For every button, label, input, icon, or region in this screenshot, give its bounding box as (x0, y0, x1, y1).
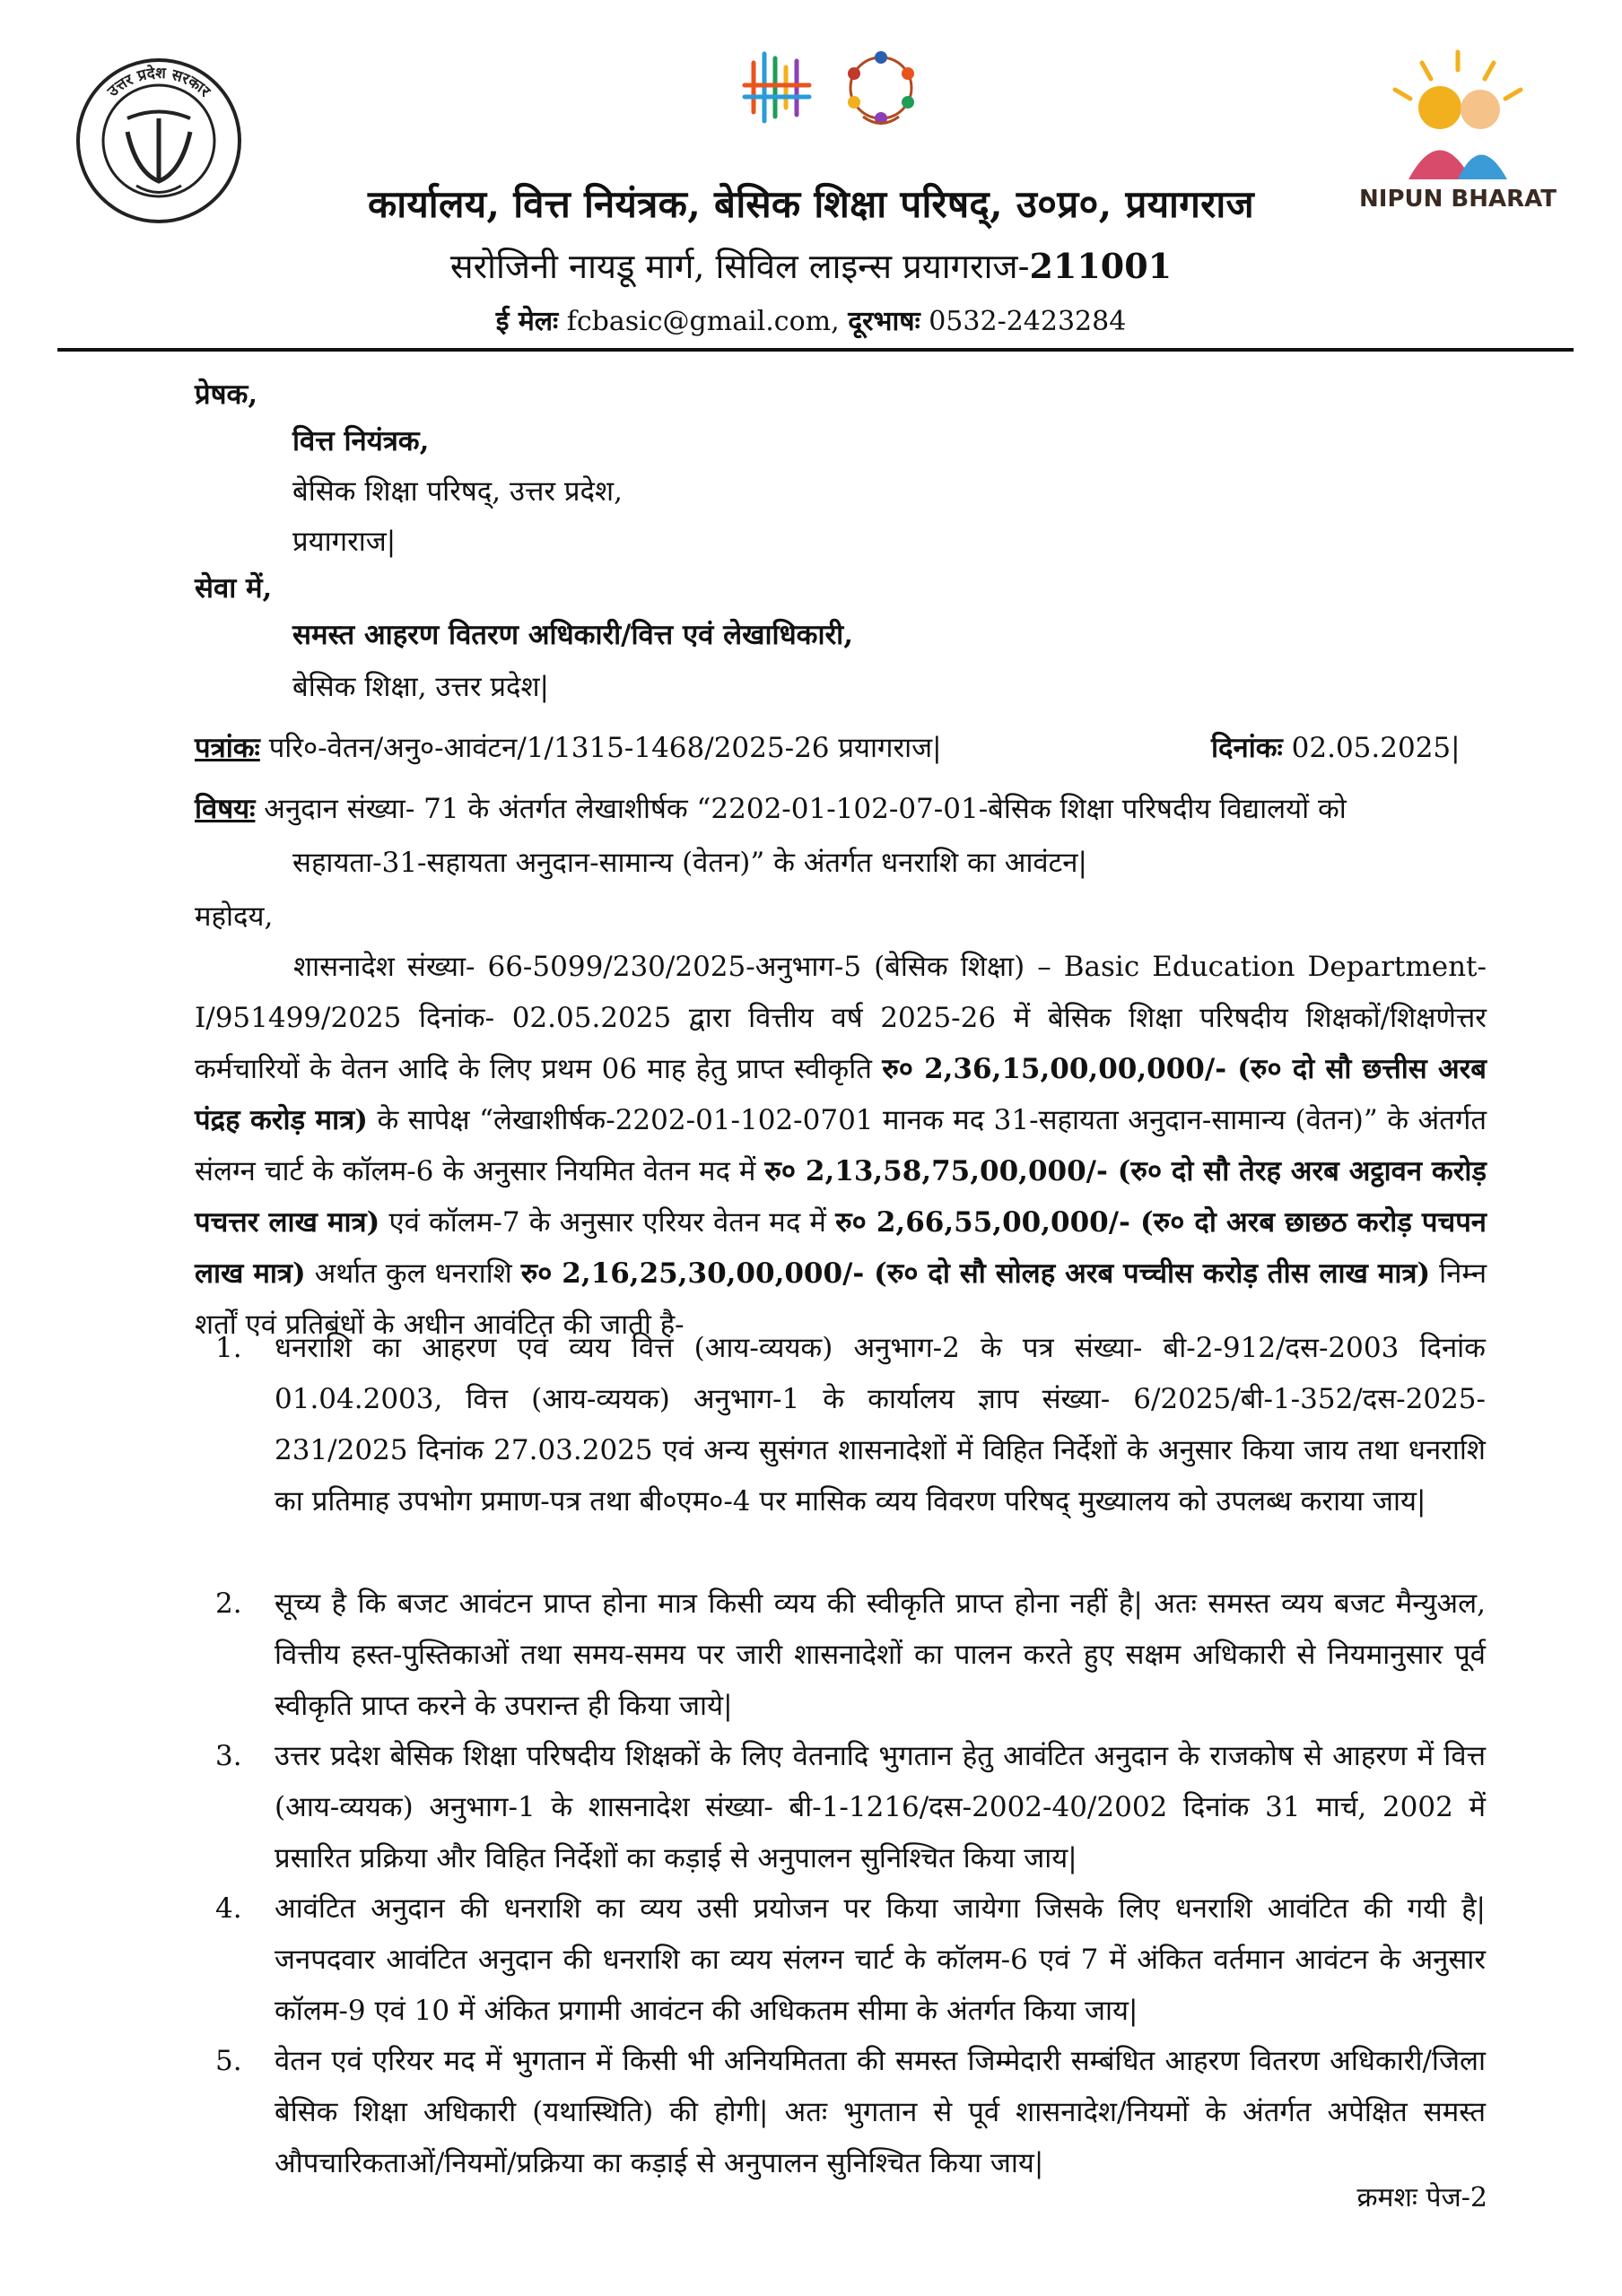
subject-line1 (195, 789, 1347, 829)
date-label: दिनांकः (1211, 732, 1283, 764)
subject-text1: अनुदान संख्या- 71 के अंतर्गत लेखाशीर्षक “2202-01-102-07-01-बेसिक शिक्षा परिषदीय विद्यालयों को (264, 793, 1347, 825)
sender-line2: बेसिक शिक्षा परिषद्, उत्तर प्रदेश, (292, 475, 623, 508)
condition-number: 5. (215, 2045, 242, 2077)
header-divider (57, 348, 1574, 352)
date-line (1211, 728, 1461, 768)
subject-line2: सहायता-31-सहायता अनुदान-सामान्य (वेतन)” के अंतर्गत धनराशि का आवंटन| (292, 847, 1087, 879)
recipient-line2: बेसिक शिक्षा, उत्तर प्रदेश| (292, 671, 549, 703)
condition-item: आवंटित अनुदान की धनराशि का व्यय उसी प्रयोजन पर किया जायेगा जिसके लिए धनराशि आवंटित की गयी है| जनपदवार आवंटित अनुदान की धनराशि का व्यय संलग्न चार्ट के कॉलम-6 एवं 7 में अंकित वर्तमान आवंटन के अनुसार कॉलम-9 एवं 10 में अंकित प्रगामी आवंटन की अधिकतम सीमा के अंतर्गत किया जाय| (275, 1892, 1486, 2027)
office-title: कार्यालय, वित्त नियंत्रक, बेसिक शिक्षा परिषद्, उ०प्र०, प्रयागराज (367, 182, 1254, 226)
condition-item: उत्तर प्रदेश बेसिक शिक्षा परिषदीय शिक्षकों के लिए वेतनादि भुगतान हेतु आवंटित अनुदान के राजकोष से आहरण में वित्त (आय-व्ययक) अनुभाग-1 के शासनादेश संख्या- बी-1-1216/दस-2002-40/2002 दिनांक 31 मार्च, 2002 में प्रसारित प्रक्रिया और विहित निर्देशों का कड़ाई से अनुपालन सुनिश्चित किया जाय| (275, 1740, 1486, 1874)
reference-number: परि०-वेतन/अनु०-आवंटन/1/1315-1468/2025-26 प्रयागराज| (268, 732, 942, 764)
para-text-3: एवं कॉलम-7 के अनुसार एरियर वेतन मद में (388, 1206, 826, 1239)
arrear-amount: रु० 2,66,55,00,000/- (रु० दो अरब छाछठ करोड़ पचपन लाख मात्र) (195, 1206, 1487, 1290)
email-label: ई मेलः (495, 306, 559, 337)
samagra-shiksha-logo (737, 45, 944, 135)
children-circle-icon (848, 51, 914, 125)
recipient-label: सेवा में, (195, 572, 273, 604)
email-value: fcbasic@gmail.com, (566, 306, 840, 337)
svg-text:NIPUN BHARAT: NIPUN BHARAT (1359, 186, 1557, 213)
address-text: सरोजिनी नायडू मार्ग, सिविल लाइन्स प्रयागराज- (449, 247, 1030, 286)
para-text-4: अर्थात कुल धनराशि (314, 1257, 512, 1290)
office-address (0, 242, 1622, 289)
phone-label: दूरभाषः (848, 306, 920, 337)
condition-item: धनराशि का आहरण एवं व्यय वित्त (आय-व्ययक) अनुभाग-2 के पत्र संख्या- बी-2-912/दस-2003 दिनांक 01.04.2003, वित्त (आय-व्ययक) अनुभाग-1 के कार्यालय ज्ञाप संख्या- 6/2025/बी-1-352/दस-2025-231/2025 दिनांक 27.03.2025 एवं अन्य सुसंगत शासनादेशों में विहित निर्देशों के अनुसार किया जाय तथा धनराशि का प्रतिमाह उपभोग प्रमाण-पत्र तथा बी०एम०-4 पर मासिक व्यय विवरण परिषद् मुख्यालय को उपलब्ध कराया जाय| (275, 1332, 1486, 1518)
salutation: महोदय, (195, 900, 274, 933)
regular-salary-amount: रु० 2,13,58,75,00,000/- (रु० दो सौ तेरह अरब अट्ठावन करोड़ पचत्तर लाख मात्र) (195, 1155, 1487, 1239)
phone-value: 0532-2423284 (929, 306, 1127, 337)
subject-label: विषयः (195, 793, 256, 825)
recipient-designation: समस्त आहरण वितरण अधिकारी/वित्त एवं लेखाधिकारी, (292, 619, 853, 651)
condition-item: सूच्य है कि बजट आवंटन प्राप्त होना मात्र किसी व्यय की स्वीकृति प्राप्त होना नहीं है| अतः समस्त व्यय बजट मैन्युअल, वित्तीय हस्त-पुस्तिकाओं तथा समय-समय पर जारी शासनादेशों का पालन करते हुए सक्षम अधिकारी से नियमानुसार पूर्व स्वीकृति प्राप्त करने के उपरान्त ही किया जाये| (275, 1587, 1486, 1722)
condition-number: 2. (215, 1587, 242, 1620)
continued-page-note: क्रमशः पेज-2 (1356, 2182, 1487, 2213)
condition-number: 3. (215, 1740, 242, 1772)
main-paragraph (195, 942, 1487, 1351)
svg-text:उत्तर प्रदेश सरकार: उत्तर प्रदेश सरकार (104, 64, 214, 101)
condition-number: 4. (215, 1892, 242, 1925)
condition-number: 1. (215, 1332, 242, 1364)
sender-label: प्रेषक, (195, 378, 258, 411)
sender-line3: प्रयागराज| (292, 526, 397, 558)
sender-designation: वित्त नियंत्रक, (292, 425, 430, 457)
para-text-5: निम्न शर्तों एवं प्रतिबंधों के अधीन आवंटित की जाती है- (195, 1257, 1487, 1341)
pin-code: 211001 (1029, 246, 1173, 286)
date-value: 02.05.2025| (1291, 732, 1461, 764)
reference-label: पत्रांकः (195, 732, 260, 764)
sanction-amount: रु० 2,36,15,00,00,000/- (रु० दो सौ छत्तीस अरब पंद्रह करोड़ मात्र) (195, 1053, 1487, 1136)
condition-item: वेतन एवं एरियर मद में भुगतान में किसी भी अनियमितता की समस्त जिम्मेदारी सम्बंधित आहरण वितरण अधिकारी/जिला बेसिक शिक्षा अधिकारी (यथास्थिति) की होगी| अतः भुगतान से पूर्व शासनादेश/नियमों के अंतर्गत अपेक्षित समस्त औपचारिकताओं/नियमों/प्रक्रिया का कड़ाई से अनुपालन सुनिश्चित किया जाय| (275, 2045, 1486, 2179)
para-text-1: शासनादेश संख्या- 66-5099/230/2025-अनुभाग-5 (बेसिक शिक्षा) – Basic Education Department-I/951499/2025 दिनांक- 02.05.2025 द्वारा वित्तीय वर्ष 2025-26 में बेसिक शिक्षा परिषदीय शिक्षकों/शिक्षणेत्तर कर्मचारियों के वेतन आदि के लिए प्रथम 06 माह हेतु प्राप्त स्वीकृति (195, 951, 1487, 1085)
reference-line (195, 728, 942, 768)
total-amount: रु० 2,16,25,30,00,000/- (रु० दो सौ सोलह अरब पच्चीस करोड़ तीस लाख मात्र) (520, 1257, 1431, 1290)
para-text-2: के सापेक्ष “लेखाशीर्षक-2202-01-102-0701 मानक मद 31-सहायता अनुदान-सामान्य (वेतन)” के अंतर्गत संलग्न चार्ट के कॉलम-6 के अनुसार नियमित वेतन मद में (195, 1104, 1487, 1187)
contact-line (0, 301, 1622, 338)
